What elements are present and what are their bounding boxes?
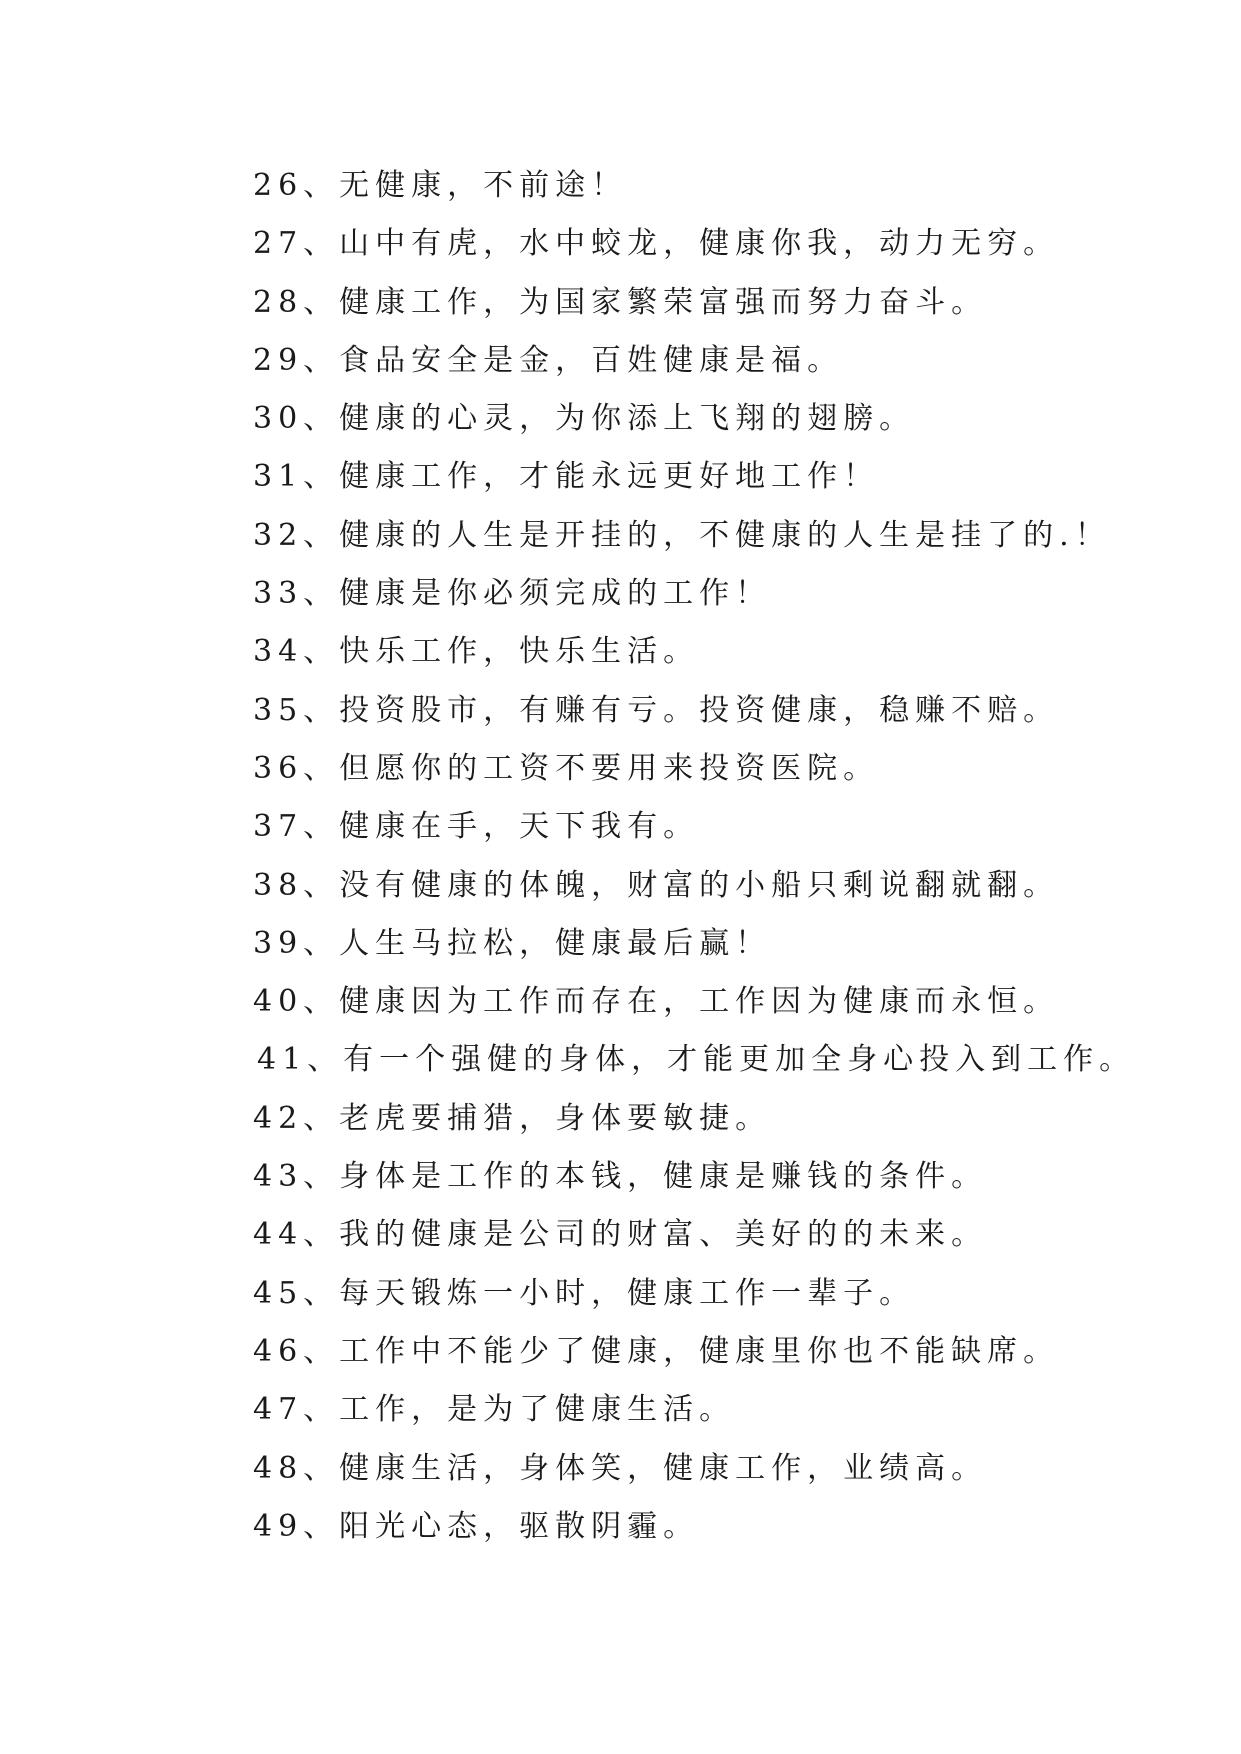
slogan-list <box>253 157 1213 1556</box>
slogan-line: 32、健康的人生是开挂的，不健康的人生是挂了的.！ <box>253 517 1111 553</box>
slogan-line: 36、但愿你的工资不要用来投资医院。 <box>253 750 880 786</box>
slogan-line: 33、健康是你必须完成的工作！ <box>253 576 772 612</box>
slogan-line: 39、人生马拉松，健康最后赢！ <box>253 925 772 961</box>
slogan-line: 46、工作中不能少了健康，健康里你也不能缺席。 <box>253 1333 1060 1369</box>
slogan-line: 34、快乐工作，快乐生活。 <box>253 634 700 670</box>
slogan-line: 31、健康工作，才能永远更好地工作！ <box>253 459 880 495</box>
slogan-line: 28、健康工作，为国家繁荣富强而努力奋斗。 <box>253 284 988 320</box>
slogan-line: 26、无健康，不前途！ <box>253 168 628 203</box>
slogan-line: 29、食品安全是金，百姓健康是福。 <box>253 342 844 378</box>
slogan-line: 38、没有健康的体魄，财富的小船只剩说翻就翻。 <box>253 867 1060 903</box>
slogan-line: 44、我的健康是公司的财富、美好的的未来。 <box>253 1217 988 1253</box>
slogan-line: 37、健康在手，天下我有。 <box>253 809 700 845</box>
slogan-line: 45、每天锻炼一小时，健康工作一辈子。 <box>253 1275 916 1311</box>
slogan-line: 47、工作，是为了健康生活。 <box>253 1392 736 1428</box>
slogan-line: 35、投资股市，有赚有亏。投资健康，稳赚不赔。 <box>253 692 1060 728</box>
slogan-line: 41、有一个强健的身体，才能更加全身心投入到工作。 <box>257 1042 1136 1078</box>
slogan-line: 40、健康因为工作而存在，工作因为健康而永恒。 <box>253 984 1060 1020</box>
slogan-line: 48、健康生活，身体笑，健康工作，业绩高。 <box>253 1450 988 1486</box>
slogan-line: 30、健康的心灵，为你添上飞翔的翅膀。 <box>253 401 916 437</box>
slogan-line: 43、身体是工作的本钱，健康是赚钱的条件。 <box>253 1159 988 1195</box>
slogan-line: 42、老虎要捕猎，身体要敏捷。 <box>253 1100 772 1136</box>
slogan-line: 49、阳光心态，驱散阴霾。 <box>253 1508 700 1544</box>
slogan-line: 27、山中有虎，水中蛟龙，健康你我，动力无穷。 <box>253 226 1060 262</box>
